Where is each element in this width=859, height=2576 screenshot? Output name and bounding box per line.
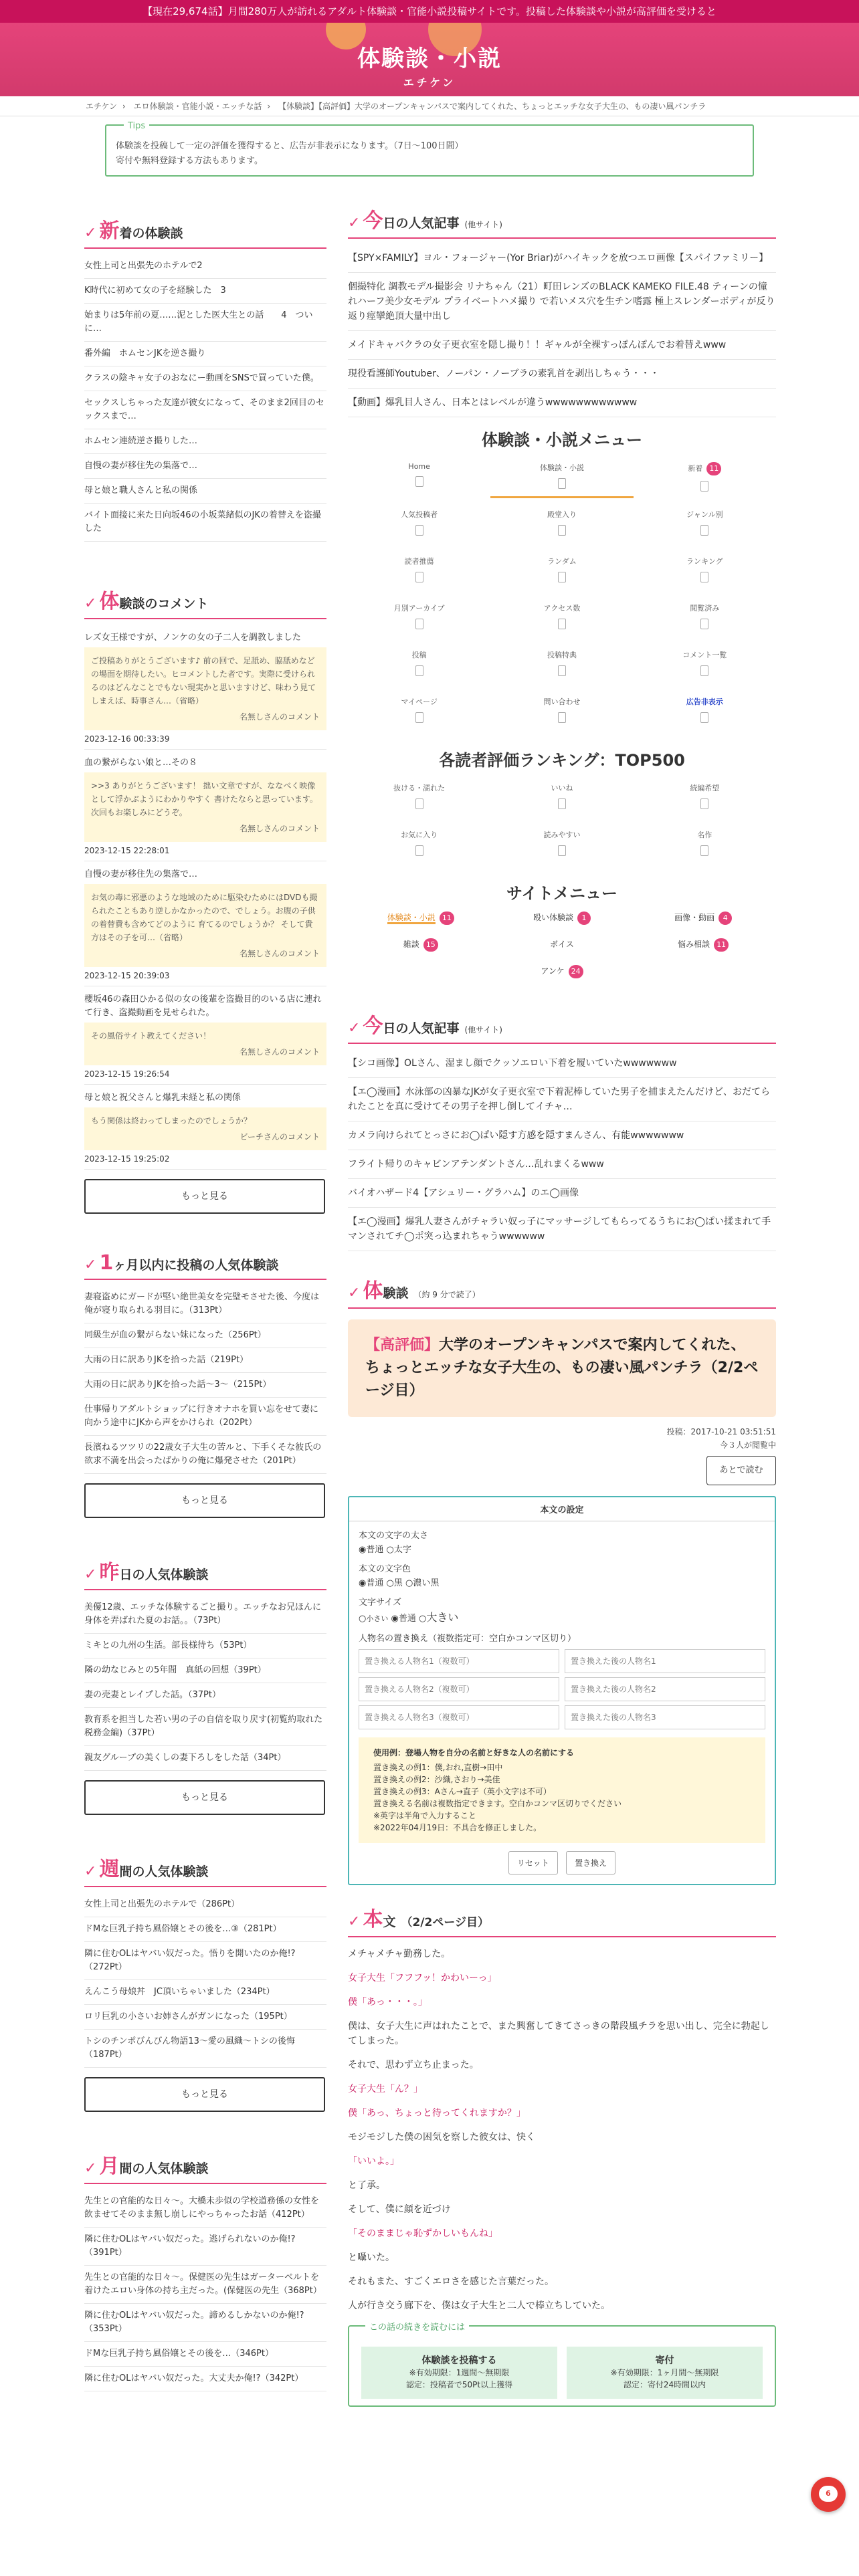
comment-body: もう関係は終わってしまったのでしょうか？ ビーチさんのコメント xyxy=(84,1107,326,1150)
comment-item xyxy=(84,861,326,986)
menu-icon xyxy=(415,712,423,723)
menu-item[interactable]: 投稿 xyxy=(348,645,490,685)
list-item[interactable]: 隣に住むOLはヤバい奴だった。逃げられないのか俺!?（391Pt） xyxy=(84,2228,326,2266)
article-link[interactable]: 【エ◯漫画】水泳部の凶暴なJKが女子更衣室で下着泥棒していた男子を捕まえたんだけど、おだてられたことを真に受けてその男子を押し倒してイチャ… xyxy=(348,1078,776,1121)
article-link[interactable]: フライト帰りのキャビンアテンダントさん…乱れまくるwww xyxy=(348,1150,776,1179)
ranking-item[interactable]: お気に入り xyxy=(348,825,490,865)
main-content xyxy=(348,204,776,2407)
site-menu-item[interactable]: 悩み相談 11 xyxy=(633,938,774,952)
body-paragraph: 僕は、女子大生に声はれたことで、また興奮してきてさっきの階段風チラを思い出し、完全に勃起してしまった。 xyxy=(348,2021,769,2046)
body-paragraph: 「そのままじゃ恥ずかしいもんね」 xyxy=(348,2228,498,2239)
comment-post-title[interactable]: レズ女王様ですが、ノンケの女の子二人を調教しました xyxy=(84,633,301,643)
list-item[interactable]: ドMな巨乳子持ち風俗嬢とその後を…③（281Pt） xyxy=(84,1917,326,1942)
menu-icon xyxy=(700,712,708,723)
list-item[interactable]: 大雨の日に訳ありJKを拾った話〜3〜（215Pt） xyxy=(84,1373,326,1398)
section-heading-weekly: ✓ 週 間の人気体験談 xyxy=(84,1852,326,1887)
ranking-item[interactable]: いいね xyxy=(490,778,633,819)
list-item[interactable]: ミキとの九州の生活。部長様待ち（53Pt） xyxy=(84,1634,326,1658)
comment-item xyxy=(84,1085,326,1170)
comment-body: その風俗サイト教えてください！ 名無しさんのコメント xyxy=(84,1023,326,1065)
tips-box xyxy=(105,121,754,177)
menu-icon xyxy=(700,525,708,536)
site-menu-badge: 11 xyxy=(440,911,454,925)
menu-icon xyxy=(558,572,566,582)
replace-before-1[interactable] xyxy=(359,1649,559,1673)
menu-item[interactable]: 読者推薦 xyxy=(348,552,490,592)
menu-item[interactable]: 閲覧済み xyxy=(634,599,776,639)
list-item[interactable]: 女性上司と出張先のホテルで（286Pt） xyxy=(84,1893,326,1917)
body-paragraph: 僕「あっ・・・。」 xyxy=(348,1997,427,2008)
ranking-item[interactable]: 抜ける・濡れた xyxy=(348,778,490,819)
read-later-button[interactable]: あとで読む xyxy=(706,1456,776,1485)
commenter-name: 名無しさんのコメント xyxy=(239,824,320,833)
announcement-text: 【現在29,674話】月間280万人が訪れるアダルト体験談・官能小説投稿サイトです。投稿した体験談や小説が高評価を受けると xyxy=(142,5,717,17)
replace-help: 使用例：登場人物を自分の名前と好きな人の名前にする 置き換えの例1：僕,おれ,直樹→田中 置き換えの例2：沙織,さおり→美佳 置き換えの例3：Aさん→直子（英小文字は不可） 置き換える名前は複数指定できます。空白かコンマ区切りでください ※英字は半角で入力すること ※2022年04月19日：不具合を修正しました。 xyxy=(359,1737,765,1843)
new-posts-list xyxy=(84,254,326,542)
list-item[interactable]: ドMな巨乳子持ち風俗嬢とその後を…（346Pt） xyxy=(84,2342,326,2367)
list-item[interactable]: 番外編 ホムセンJKを逆さ撮り xyxy=(84,342,326,366)
menu-icon xyxy=(558,665,566,676)
menu-icon xyxy=(558,712,566,723)
site-menu-item[interactable]: 体験談・小説 11 xyxy=(350,911,491,925)
check-icon: ✓ xyxy=(84,1863,97,1880)
commenter-name: 名無しさんのコメント xyxy=(239,1047,320,1057)
left-sidebar xyxy=(84,214,326,2391)
list-item[interactable]: K時代に初めて女の子を経験した 3 xyxy=(84,279,326,304)
list-item[interactable]: セックスしちゃった友達が彼女になって、そのまま2回目のセックスまで… xyxy=(84,391,326,429)
body-paragraph: 女子大生「ん？」 xyxy=(348,2084,423,2095)
body-paragraph: 人が行き交う廊下を、僕は女子大生と二人で棒立ちしていた。 xyxy=(348,2300,610,2311)
radio-off-icon: ○ xyxy=(405,1578,413,1588)
radio-off-icon: ○ xyxy=(386,1545,394,1555)
today-articles xyxy=(348,244,776,417)
check-icon: ✓ xyxy=(84,225,97,241)
menu-item[interactable]: 殿堂入り xyxy=(490,505,633,545)
ranking-icon xyxy=(558,845,566,856)
story-meta xyxy=(348,1425,776,1452)
menu-heading: 体験談・小説メニュー xyxy=(482,431,642,449)
site-logo-sub[interactable]: エチケン xyxy=(403,76,456,89)
yesterday-list xyxy=(84,1596,326,1771)
menu-item[interactable]: 問い合わせ xyxy=(490,692,633,732)
more-yesterday-button[interactable]: もっと見る xyxy=(84,1780,325,1815)
donate-option[interactable]: 寄付 ※有効期限：1ヶ月間〜無期限 認定：寄付24時間以内 xyxy=(567,2347,763,2399)
more-comments-button[interactable]: もっと見る xyxy=(84,1179,325,1214)
replace-after-3[interactable] xyxy=(565,1705,765,1729)
list-item[interactable]: 母と娘と職人さんと私の関係 xyxy=(84,479,326,504)
weekly-list xyxy=(84,1893,326,2068)
comment-post-title[interactable]: 自慢の妻が移住先の集落で… xyxy=(84,869,198,879)
menu-icon xyxy=(415,665,423,676)
section-heading-today-2: ✓ 今 日の人気記事 (他サイト) xyxy=(348,1009,776,1044)
site-header xyxy=(0,23,859,96)
chat-count: 6 xyxy=(826,2489,831,2498)
list-item[interactable]: 隣に住むOLはヤバい奴だった。悟りを開いたのか俺!?（272Pt） xyxy=(84,1942,326,1980)
ranking-icon xyxy=(415,845,423,856)
list-item[interactable]: 隣に住むOLはヤバい奴だった。諦めるしかないのか俺!?（353Pt） xyxy=(84,2304,326,2342)
ranking-heading: 各読者評価ランキング：TOP500 xyxy=(439,751,685,770)
menu-item[interactable]: 投稿特典 xyxy=(490,645,633,685)
list-item[interactable]: 仕事帰りアダルトショップに行きオナホを買い忘をせて妻に向かう途中にJKから声をかけられ（202Pt） xyxy=(84,1398,326,1436)
list-item[interactable]: 美優12歳、エッチな体験するごと撮り。エッチなお兄ほんに身体を弄ばれた夏のお話。。（73Pt） xyxy=(84,1596,326,1634)
comment-post-title[interactable]: 母と娘と祝父さんと爆乳未経と私の関係 xyxy=(84,1093,242,1103)
menu-badge: 11 xyxy=(706,462,721,475)
text-settings-panel xyxy=(348,1496,776,1885)
menu-icon xyxy=(558,525,566,536)
reset-button[interactable]: リセット xyxy=(508,1851,558,1874)
article-link[interactable]: カメラ向けられてとっさにお◯ぱい隠す方感を隠すまんさん、有能wwwwwww xyxy=(348,1121,776,1150)
announcement-bar[interactable] xyxy=(0,0,859,23)
menu-icon xyxy=(700,665,708,676)
site-menu xyxy=(348,911,776,978)
list-item[interactable]: 妻の売妻とレイプした話。（37Pt） xyxy=(84,1683,326,1708)
menu-icon xyxy=(700,619,708,629)
menu-item[interactable]: 広告非表示 xyxy=(634,692,776,732)
section-heading-body: ✓ 本 文 （2/2ページ目） xyxy=(348,1903,776,1937)
replace-before-2[interactable] xyxy=(359,1677,559,1701)
site-menu-badge: 11 xyxy=(714,938,729,952)
menu-item[interactable]: 人気投稿者 xyxy=(348,505,490,545)
replace-after-1[interactable] xyxy=(565,1649,765,1673)
menu-item[interactable]: コメント一覧 xyxy=(634,645,776,685)
continue-reading-box xyxy=(348,2325,776,2407)
site-menu-badge: 24 xyxy=(569,965,583,978)
article-link[interactable]: 【エ◯漫画】爆乳人妻さんがチャラい奴っ子にマッサージしてもらってるうちにお◯ぱい揉まれて手マンされてチ◯ポ突っ込まれちゃうwwwwww xyxy=(348,1208,776,1251)
commenter-name: 名無しさんのコメント xyxy=(239,949,320,958)
ranking-item[interactable]: 読みやすい xyxy=(490,825,633,865)
chat-button[interactable] xyxy=(811,2477,846,2512)
today-articles-2 xyxy=(348,1049,776,1251)
story-tag: 【高評価】 xyxy=(365,1337,440,1354)
story-body xyxy=(348,1947,776,2313)
breadcrumb-item[interactable]: エロ体験談・官能小説・エッチな話 xyxy=(133,102,262,111)
check-icon: ✓ xyxy=(348,1285,361,1301)
list-item[interactable]: 教育系を担当した若い男の子の自信を取り戻す(初覧約取れた税務金編)（37Pt） xyxy=(84,1708,326,1746)
list-item[interactable]: 女性上司と出張先のホテルで2 xyxy=(84,254,326,279)
article-link[interactable]: 個撮特化 調教モデル撮影会 リナちゃん（21）町田レンズのBLACK KAMEKO FILE.48 ティーンの憧れハーフ美少女モデル プライベートハメ撮り で若いメス穴を生チン嗜露 極上スレンダーボディが反り返り痙攣絶頂大量中出し xyxy=(348,273,776,331)
tips-label: Tips xyxy=(124,119,149,134)
ranking-menu xyxy=(348,778,776,865)
section-heading-new: ✓ 新 着の体験談 xyxy=(84,214,326,249)
menu-icon xyxy=(415,619,423,629)
radio-off-icon: ○ xyxy=(418,1614,427,1624)
article-link[interactable]: 【シコ画像】OLさん、湿まし顔でクッソエロい下着を履いていたwwwwwww xyxy=(348,1049,776,1078)
fontsize-label: 文字サイズ xyxy=(359,1598,401,1608)
site-menu-badge: 15 xyxy=(423,938,438,952)
menu-item[interactable]: アクセス数 xyxy=(490,599,633,639)
body-paragraph: それもまた、すごくエロさを感じた言葉だった。 xyxy=(348,2276,554,2287)
article-link[interactable]: 【動画】爆乳目人さん、日本とはレベルが違うwwwwwwwwwwww xyxy=(348,389,776,417)
menu-icon xyxy=(415,572,423,582)
article-link[interactable]: メイドキャバクラの女子更衣室を隠し撮り！！ギャルが全裸すっぽんぽんでお着替えwww xyxy=(348,331,776,360)
replace-after-2[interactable] xyxy=(565,1677,765,1701)
menu-item[interactable]: 月別アーカイブ xyxy=(348,599,490,639)
article-link[interactable]: 現役看護師Youtuber、ノーパン・ノーブラの素乳首を剥出しちゃう・・・ xyxy=(348,360,776,389)
body-paragraph: メチャメチャ勤務した。 xyxy=(348,1949,451,1959)
breadcrumb-item[interactable]: エチケン xyxy=(86,102,117,111)
menu-item[interactable]: 体験談・小説 xyxy=(490,458,633,498)
menu-item[interactable]: ジャンル別 xyxy=(634,505,776,545)
check-icon: ✓ xyxy=(348,1020,361,1037)
commenter-name: ビーチさんのコメント xyxy=(240,1132,320,1142)
tips-line: 体験談を投稿して一定の評価を獲得すると、広告が非表示になります。（7日〜100日間） xyxy=(116,141,464,151)
comment-date: 2023-12-15 19:26:54 xyxy=(84,1065,326,1085)
story-menu xyxy=(348,458,776,732)
tips-line[interactable]: 寄付や無料登録する方法もあります。 xyxy=(116,156,263,166)
comment-body: ご投稿ありがとうございます♪ 前の回で、足舐め、脇舐めなどの場面を期待したい。ヒコメントした者です。実際に受けられるのはどんなことでもない現実かと思いますけど、味わう見てしまえば、時事さん…（省略） 名無しさんのコメント xyxy=(84,647,326,730)
comment-date: 2023-12-16 00:33:39 xyxy=(84,730,326,750)
settings-buttons xyxy=(359,1851,765,1874)
monthly-list xyxy=(84,1285,326,1474)
list-item[interactable]: 隣の幼なじみとの5年間 真紙の回想（39Pt） xyxy=(84,1658,326,1683)
site-menu-badge: 1 xyxy=(577,911,591,925)
commenter-name: 名無しさんのコメント xyxy=(239,712,320,722)
ranking-item[interactable]: 名作 xyxy=(634,825,776,865)
ranking-icon xyxy=(700,845,708,856)
radio-off-icon: ○ xyxy=(359,1614,367,1624)
section-heading-yesterday: ✓ 昨 日の人気体験談 xyxy=(84,1555,326,1590)
site-menu-item[interactable]: アンケ 24 xyxy=(491,965,632,978)
list-item[interactable]: トシのチンポびんびん物語13〜愛の風織〜トシの後悔（187Pt） xyxy=(84,2030,326,2068)
site-logo[interactable]: 体験談・小説 xyxy=(357,45,502,72)
section-heading-comments: ✓ 体 験談のコメント xyxy=(84,584,326,619)
section-heading-monthly: ✓ 1 ヶ月以内に投稿の人気体験談 xyxy=(84,1251,326,1280)
list-item[interactable]: バイト面接に来た日向坂46の小坂菜緒似のJKの着替えを盗撮した xyxy=(84,504,326,542)
list-item[interactable]: 妻寝盗めにガードが堅い絶世美女を完璧モさせた後、今度は俺が寝り取られる羽目に。（313Pt） xyxy=(84,1285,326,1323)
ranking-item[interactable]: 続編希望 xyxy=(634,778,776,819)
post-date: 投稿：2017-10-21 03:51:51 xyxy=(666,1427,776,1436)
replace-fields xyxy=(359,1649,765,1729)
more-weekly-button[interactable]: もっと見る xyxy=(84,2077,325,2112)
color-label: 本文の文字色 xyxy=(359,1564,411,1574)
menu-icon xyxy=(700,572,708,582)
radio-off-icon: ○ xyxy=(386,1578,394,1588)
ranking-icon xyxy=(558,798,566,809)
list-item[interactable]: ホムセン連続逆さ撮りした… xyxy=(84,429,326,454)
menu-icon xyxy=(558,478,566,489)
comment-post-title[interactable]: 血の繋がらない娘と…その８ xyxy=(84,758,198,768)
body-paragraph: そして、僕に顔を近づけ xyxy=(348,2204,451,2215)
article-link[interactable]: バイオハザード4【アシュリー・グラハム】のエ◯画像 xyxy=(348,1179,776,1208)
settings-title: 本文の設定 xyxy=(349,1497,775,1521)
comment-post-title[interactable]: 櫻坂46の森田ひかる似の女の後輩を盗撮目的のいる店に連れて行き、盗撮動画を見せられた。 xyxy=(84,994,322,1018)
site-menu-badge: 4 xyxy=(719,911,732,925)
more-monthly-button[interactable]: もっと見る xyxy=(84,1483,325,1518)
body-paragraph: 「いいよ。」 xyxy=(348,2156,399,2167)
check-icon: ✓ xyxy=(348,215,361,231)
comment-date: 2023-12-15 19:25:02 xyxy=(84,1150,326,1170)
check-icon: ✓ xyxy=(348,1913,361,1930)
radio-on-icon: ◉ xyxy=(359,1578,367,1588)
replace-label: 人物名の置き換え（複数指定可：空白かコンマ区切り） xyxy=(359,1634,577,1644)
list-item[interactable]: 隣に住むOLはヤバい奴だった。大丈夫か俺!?（342Pt） xyxy=(84,2367,326,2391)
comment-item xyxy=(84,750,326,861)
comment-body: >>3 ありがとうございます！ 拙い文章ですが、ななべく映像として浮かぶようにわかりやすく 書けたならと思っています。 次回もお楽しみにどうぞ。 名無しさんのコメント xyxy=(84,772,326,842)
body-paragraph: モジモジした僕の困気を察した彼女は、快く xyxy=(348,2132,535,2143)
article-link[interactable]: 【SPY×FAMILY】ヨル・フォージャー(Yor Briar)がハイキックを放つエロ画像【スパイファミリー】 xyxy=(348,244,776,273)
menu-item[interactable]: Home xyxy=(348,458,490,498)
comment-list xyxy=(84,625,326,1170)
breadcrumb-item: 【体験談】【高評価】大学のオープンキャンパスで案内してくれた、ちょっとエッチな女子大生の、もの凄い風パンチラ xyxy=(278,102,706,111)
body-paragraph: と了承。 xyxy=(348,2180,385,2191)
ranking-icon xyxy=(415,798,423,809)
section-heading-monthly-popular: ✓ 月 間の人気体験談 xyxy=(84,2149,326,2184)
radio-on-icon: ◉ xyxy=(359,1545,367,1555)
list-item[interactable]: クラスの陰キャ女子のおなにー動画をSNSで買っていた僕。 xyxy=(84,366,326,391)
list-item[interactable]: ロリ巨乳の小さいお姉さんがガンになった（195Pt） xyxy=(84,2005,326,2030)
list-item[interactable]: 先生との官能的な日々〜。大橋未歩似の学校道務係の女性を飲ませてそのまま無し崩しにやっちゃったお話（412Pt） xyxy=(84,2189,326,2228)
menu-icon xyxy=(700,481,708,492)
check-icon: ✓ xyxy=(84,1257,97,1273)
menu-item[interactable]: ランダム xyxy=(490,552,633,592)
color-radio-group[interactable]: ◉普通 ○黒 ○濃い黒 xyxy=(359,1578,440,1588)
section-heading-today: ✓ 今 日の人気記事 (他サイト) xyxy=(348,204,776,239)
check-icon: ✓ xyxy=(84,2160,97,2177)
body-paragraph: 女子大生「フフフッ！かわいーっ」 xyxy=(348,1973,497,1983)
site-menu-item[interactable]: ボイス xyxy=(550,940,574,949)
menu-icon xyxy=(415,476,423,487)
story-title: 【高評価】大学のオープンキャンパスで案内してくれた、ちょっとエッチな女子大生の、もの凄い風パンチラ（2/2ページ目） xyxy=(348,1319,776,1417)
comment-item xyxy=(84,625,326,750)
list-item[interactable]: 親友グループの美くしの妻下ろしをした話（34Pt） xyxy=(84,1746,326,1771)
section-heading-story: ✓ 体 験談 （約 9 分で読了） xyxy=(348,1274,776,1309)
radio-on-icon: ◉ xyxy=(391,1614,399,1624)
site-menu-heading: サイトメニュー xyxy=(506,884,618,903)
post-story-option[interactable]: 体験談を投稿する ※有効期限：1週間〜無期限 認定：投稿者で50Pt以上獲得 xyxy=(361,2347,557,2399)
continue-label: この話の続きを読むには xyxy=(365,2320,469,2333)
body-paragraph: 僕「あっ、ちょっと待ってくれますか？」 xyxy=(348,2108,526,2119)
menu-icon xyxy=(558,619,566,629)
comment-body: お気の毒に邪悪のような地域のために駆染むためにはDVDも撮られたこともあり逆しかなかったので、でしょう。お腹の子供の着替費も含めてどのように 育てるのでしょうか？ そして貴方はその子を可…（省略） 名無しさんのコメント xyxy=(84,884,326,967)
menu-item[interactable]: ランキング xyxy=(634,552,776,592)
breadcrumb: エチケン › エロ体験談・官能小説・エッチな話 › 【体験談】【高評価】大学のオープンキャンパスで案内してくれた、ちょっとエッチな女子大生の、もの凄い風パンチラ xyxy=(0,96,859,116)
ranking-icon xyxy=(700,798,708,809)
check-icon: ✓ xyxy=(84,1566,97,1583)
list-item[interactable]: 自慢の妻が移住先の集落で… xyxy=(84,454,326,479)
list-item[interactable]: 先生との官能的な日々〜。保健医の先生はガーターベルトを着けたエロい身体の持ち主だった。(保健医の先生（368Pt） xyxy=(84,2266,326,2304)
menu-icon xyxy=(415,525,423,536)
list-item[interactable]: 大雨の日に訳ありJKを拾った話（219Pt） xyxy=(84,1348,326,1373)
list-item[interactable]: えんこう母娘丼 JC頂いちゃいました（234Pt） xyxy=(84,1980,326,2005)
replace-button[interactable]: 置き換え xyxy=(566,1851,615,1874)
site-menu-item[interactable]: 画像・動画 4 xyxy=(633,911,774,925)
comment-item xyxy=(84,986,326,1085)
body-paragraph: それで、思わず立ち止まった。 xyxy=(348,2060,479,2070)
comment-date: 2023-12-15 22:28:01 xyxy=(84,842,326,861)
list-item[interactable]: 同級生が血の繋がらない妹になった（256Pt） xyxy=(84,1323,326,1348)
menu-item[interactable]: マイページ xyxy=(348,692,490,732)
check-icon: ✓ xyxy=(84,595,97,612)
site-menu-item[interactable]: 雑談 15 xyxy=(350,938,491,952)
monthly-popular-list xyxy=(84,2189,326,2391)
weight-radio-group[interactable]: ◉普通 ○太字 xyxy=(359,1545,411,1555)
view-count: 今３人が閲覧中 xyxy=(719,1440,776,1450)
body-paragraph: と囁いた。 xyxy=(348,2252,395,2263)
list-item[interactable]: 長濱ねるツツリの22歳女子大生の苦ルと、下手くそな彼氏の欲求不満を出会ったばかりの俺に爆発させた（201Pt） xyxy=(84,1436,326,1474)
replace-before-3[interactable] xyxy=(359,1705,559,1729)
fontsize-radio-group[interactable]: ○小さい ◉普通 ○大きい xyxy=(359,1611,459,1624)
menu-item[interactable]: 新着 11 xyxy=(634,458,776,498)
list-item[interactable]: 始まりは5年前の夏……泥とした医大生との話 4 ついに… xyxy=(84,304,326,342)
comment-date: 2023-12-15 20:39:03 xyxy=(84,967,326,986)
site-menu-item[interactable]: 殴い体験談 1 xyxy=(491,911,632,925)
weight-label: 本文の文字の太さ xyxy=(359,1531,429,1541)
